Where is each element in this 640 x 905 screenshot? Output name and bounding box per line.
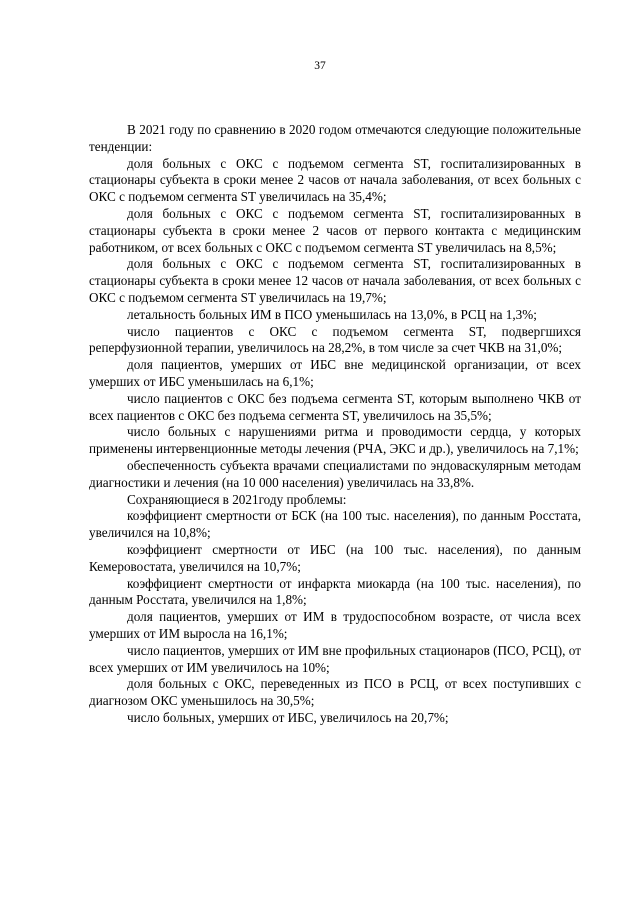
paragraph: доля пациентов, умерших от ИБС вне медицинской организации, от всех умерших от ИБС уменьшилась на 6,1%; xyxy=(89,357,581,389)
paragraph: коэффициент смертности от инфаркта миокарда (на 100 тыс. населения), по данным Росстата, увеличился на 1,8%; xyxy=(89,575,581,608)
paragraph-intro: В 2021 году по сравнению в 2020 годом отмечаются следующие положительные тенденции: xyxy=(89,122,581,154)
paragraph: коэффициент смертности от ИБС (на 100 тыс. населения), по данным Кемеровостата, увеличился на 10,7%; xyxy=(89,541,581,574)
paragraph: доля больных с ОКС с подъемом сегмента ST, госпитализированных в стационары субъекта в сроки менее 12 часов от начала заболевания, от всех больных с ОКС с подъемом сегмента ST увеличилась на 19,7%; xyxy=(89,256,581,305)
page-number: 37 xyxy=(314,60,326,72)
section-heading-problems: Сохраняющиеся в 2021году проблемы: xyxy=(127,491,347,507)
paragraph: коэффициент смертности от БСК (на 100 тыс. населения), по данным Росстата, увеличился на 10,8%; xyxy=(89,508,581,541)
paragraph: число больных с нарушениями ритма и проводимости сердца, у которых применены интервенционные методы лечения (РЧА, ЭКС и др.), увеличилось на 7,1%; xyxy=(89,424,581,457)
paragraph: доля больных с ОКС, переведенных из ПСО в РСЦ, от всех поступивших с диагнозом ОКС уменьшилось на 30,5%; xyxy=(89,676,581,709)
paragraph: доля больных с ОКС с подъемом сегмента ST, госпитализированных в стационары субъекта в сроки менее 2 часов от начала заболевания, от всех больных с ОКС с подъемом сегмента ST увеличилась на 35,4%; xyxy=(89,155,581,205)
paragraph: число пациентов с ОКС с подъемом сегмента ST, подвергшихся реперфузионной терапии, увеличилось на 28,2%, в том числе за счет ЧКВ на 31,0%; xyxy=(89,323,581,356)
paragraph: летальность больных ИМ в ПСО уменьшилась на 13,0%, в РСЦ на 1,3%; xyxy=(127,306,537,322)
paragraph: число пациентов, умерших от ИМ вне профильных стационаров (ПСО, РСЦ), от всех умерших от ИМ увеличилось на 10%; xyxy=(89,642,581,675)
paragraph: доля больных с ОКС с подъемом сегмента ST, госпитализированных в стационары субъекта в сроки менее 2 часов от первого контакта с медицинским работником, от всех больных с ОКС с подъемом сегмента ST увеличилась на 8,5%; xyxy=(89,205,581,255)
paragraph: число больных, умерших от ИБС, увеличилось на 20,7%; xyxy=(127,709,449,725)
document-text xyxy=(89,122,581,727)
paragraph: обеспеченность субъекта врачами специалистами по эндоваскулярным методам диагностики и лечения (на 10 000 населения) увеличилась на 33,8%. xyxy=(89,457,581,490)
paragraph: число пациентов с ОКС без подъема сегмента ST, которым выполнено ЧКВ от всех пациентов с ОКС без подъема сегмента ST, увеличилось на 35,5%; xyxy=(89,390,581,423)
paragraph: доля пациентов, умерших от ИМ в трудоспособном возрасте, от числа всех умерших от ИМ выросла на 16,1%; xyxy=(89,609,581,641)
